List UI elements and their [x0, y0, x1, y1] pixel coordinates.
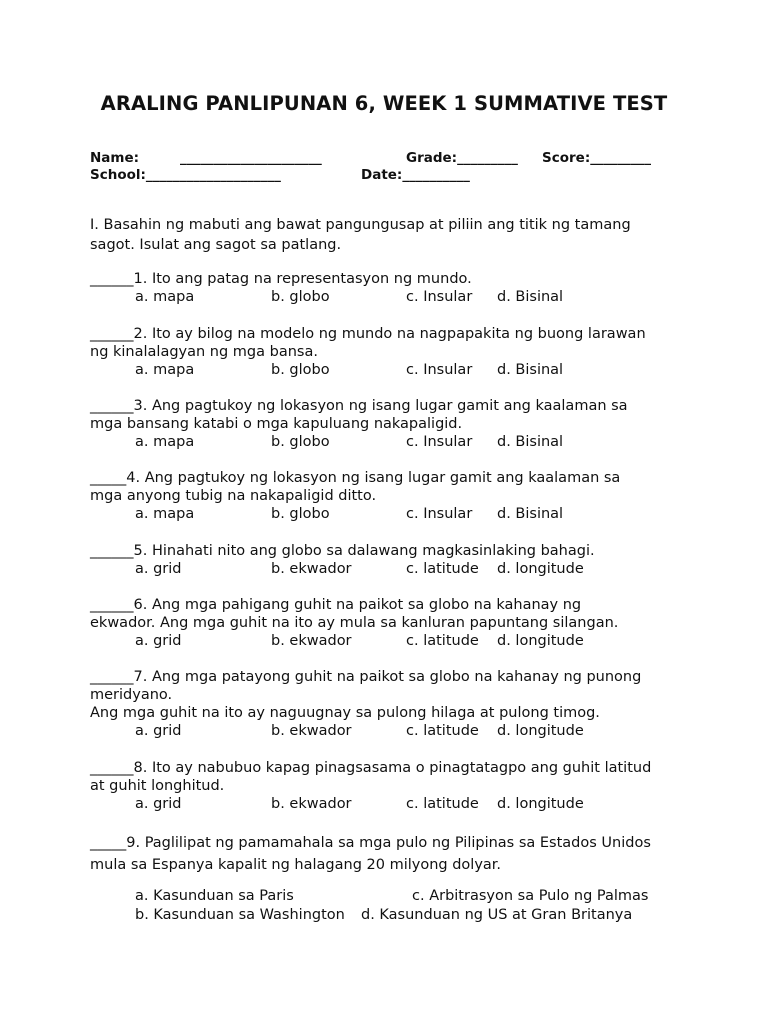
question-6-option-c: c. latitude: [406, 633, 479, 649]
question-4-option-d: d. Bisinal: [497, 506, 564, 522]
question-9-line: mula sa Espanya kapalit ng halagang 20 milyong dolyar.: [90, 857, 502, 873]
question-7-option-b: b. ekwador: [271, 723, 352, 739]
question-3-option-d: d. Bisinal: [497, 434, 564, 450]
question-9-line: _____9. Paglilipat ng pamamahala sa mga pulo ng Pilipinas sa Estados Unidos: [90, 835, 651, 851]
instructions-line: I. Basahin ng mabuti ang bawat pangungusap at piliin ang titik ng tamang: [90, 217, 631, 233]
question-4-option-c: c. Insular: [406, 506, 473, 522]
question-1-line: ______1. Ito ang patag na representasyon ng mundo.: [90, 271, 472, 287]
question-5-option-d: d. longitude: [497, 561, 584, 577]
question-1-option-b: b. globo: [271, 289, 330, 305]
question-4-line: _____4. Ang pagtukoy ng lokasyon ng isang lugar gamit ang kaalaman sa: [90, 470, 621, 486]
question-9-option-c: c. Arbitrasyon sa Pulo ng Palmas: [412, 888, 649, 904]
question-2-option-a: a. mapa: [135, 362, 195, 378]
question-7-option-a: a. grid: [135, 723, 182, 739]
score-field: Score:_________: [542, 150, 651, 166]
question-8-line: at guhit longhitud.: [90, 778, 225, 794]
question-8-option-a: a. grid: [135, 796, 182, 812]
question-2-line: ng kinalalagyan ng mga bansa.: [90, 344, 318, 360]
question-2-line: ______2. Ito ay bilog na modelo ng mundo na nagpapakita ng buong larawan: [90, 326, 646, 342]
question-3-option-c: c. Insular: [406, 434, 473, 450]
question-7-option-d: d. longitude: [497, 723, 584, 739]
question-8-option-d: d. longitude: [497, 796, 584, 812]
question-3-line: ______3. Ang pagtukoy ng lokasyon ng isang lugar gamit ang kaalaman sa: [90, 398, 628, 414]
grade-field: Grade:_________: [406, 150, 518, 166]
question-7-line: Ang mga guhit na ito ay naguugnay sa pulong hilaga at pulong timog.: [90, 705, 600, 721]
question-5-option-c: c. latitude: [406, 561, 479, 577]
question-9-option-d: d. Kasunduan ng US at Gran Britanya: [361, 907, 633, 923]
question-7-option-c: c. latitude: [406, 723, 479, 739]
question-4-option-b: b. globo: [271, 506, 330, 522]
school-field: School:____________________: [90, 167, 281, 183]
question-3-line: mga bansang katabi o mga kapuluang nakapaligid.: [90, 416, 463, 432]
question-1-option-d: d. Bisinal: [497, 289, 564, 305]
question-6-line: ______6. Ang mga pahigang guhit na paikot sa globo na kahanay ng: [90, 597, 582, 613]
date-field: Date:__________: [361, 167, 470, 183]
question-2-option-c: c. Insular: [406, 362, 473, 378]
question-8-line: ______8. Ito ay nabubuo kapag pinagsasama o pinagtatagpo ang guhit latitud: [90, 760, 652, 776]
question-7-line: ______7. Ang mga patayong guhit na paikot sa globo na kahanay ng punong: [90, 669, 642, 685]
question-9-option-b: b. Kasunduan sa Washington: [135, 907, 345, 923]
question-6-option-b: b. ekwador: [271, 633, 352, 649]
test-title: ARALING PANLIPUNAN 6, WEEK 1 SUMMATIVE TEST: [100, 92, 668, 115]
name-blank: _____________________: [180, 150, 322, 166]
question-3-option-b: b. globo: [271, 434, 330, 450]
question-6-line: ekwador. Ang mga guhit na ito ay mula sa kanluran papuntang silangan.: [90, 615, 619, 631]
question-6-option-d: d. longitude: [497, 633, 584, 649]
question-2-option-d: d. Bisinal: [497, 362, 564, 378]
name-label: Name:: [90, 150, 140, 166]
question-4-line: mga anyong tubig na nakapaligid ditto.: [90, 488, 377, 504]
question-1-option-a: a. mapa: [135, 289, 195, 305]
question-7-line: meridyano.: [90, 687, 173, 703]
instructions-line: sagot. Isulat ang sagot sa patlang.: [90, 237, 342, 253]
question-8-option-b: b. ekwador: [271, 796, 352, 812]
question-5-option-b: b. ekwador: [271, 561, 352, 577]
question-4-option-a: a. mapa: [135, 506, 195, 522]
question-9-option-a: a. Kasunduan sa Paris: [135, 888, 294, 904]
question-6-option-a: a. grid: [135, 633, 182, 649]
question-2-option-b: b. globo: [271, 362, 330, 378]
question-5-option-a: a. grid: [135, 561, 182, 577]
question-1-option-c: c. Insular: [406, 289, 473, 305]
question-8-option-c: c. latitude: [406, 796, 479, 812]
question-3-option-a: a. mapa: [135, 434, 195, 450]
question-5-line: ______5. Hinahati nito ang globo sa dalawang magkasinlaking bahagi.: [90, 543, 595, 559]
